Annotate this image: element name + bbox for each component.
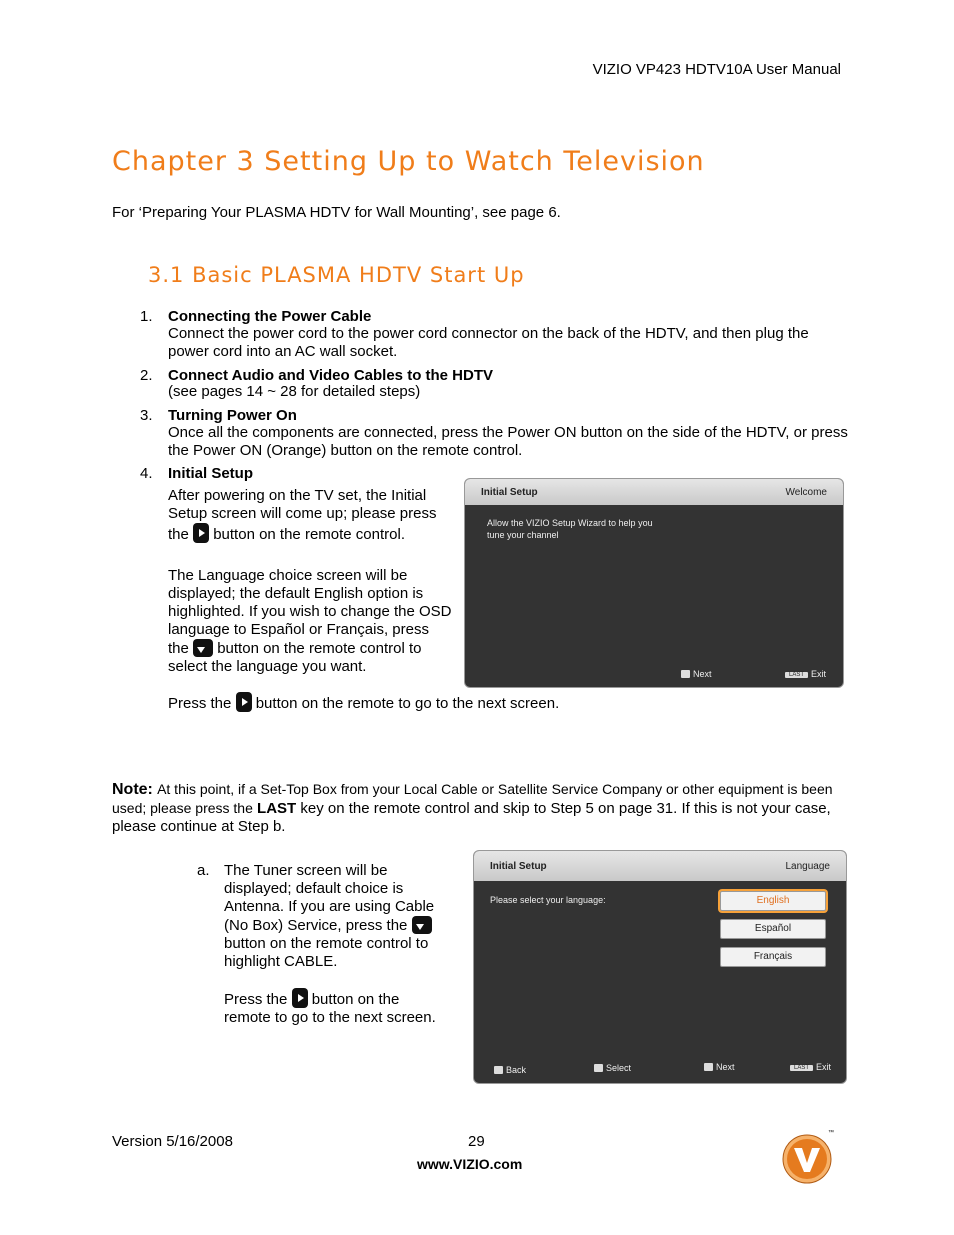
down-arrow-button-icon <box>193 639 213 657</box>
right-arrow-button-icon <box>193 523 209 543</box>
left-arrow-icon <box>494 1066 503 1074</box>
right-arrow-button-icon <box>236 692 252 712</box>
intro-text: For ‘Preparing Your PLASMA HDTV for Wall Mounting’, see page 6. <box>112 204 561 221</box>
step-number: 1. <box>140 308 153 325</box>
screen-title: Initial Setup <box>490 860 547 872</box>
substep-paragraph <box>224 862 449 971</box>
screen-title: Initial Setup <box>481 486 538 498</box>
language-option-espanol[interactable]: Español <box>720 919 826 939</box>
screen-message: Allow the VIZIO Setup Wizard to help you tune your channel <box>487 518 653 540</box>
trademark-symbol: ™ <box>828 1130 834 1136</box>
step-title: Turning Power On <box>168 407 297 424</box>
press-text: Press the <box>168 695 232 712</box>
version-label: Version 5/16/2008 <box>112 1133 233 1150</box>
exit-label: Exit <box>811 669 827 679</box>
press-text: button on the remote to go to the next screen. <box>255 695 560 712</box>
language-prompt: Please select your language: <box>490 895 606 905</box>
substep-text: button on the remote control to highlight CABLE. <box>224 935 429 970</box>
screen-select <box>594 1063 631 1073</box>
substep-press <box>224 988 449 1027</box>
press-text: Press the <box>224 991 288 1008</box>
setup-text: button on the remote control to select the language you want. <box>168 640 422 675</box>
language-option-english[interactable]: English <box>720 891 826 911</box>
initial-setup-welcome-screenshot <box>464 478 844 688</box>
down-arrow-button-icon <box>412 916 432 934</box>
initial-setup-language-screenshot <box>473 850 847 1084</box>
step-title: Connect Audio and Video Cables to the HDTV <box>168 367 494 384</box>
chapter-title: Chapter 3 Setting Up to Watch Television <box>112 146 705 177</box>
note-text: At this point, if a Set-Top Box from your Local Cable or Satellite Service Company or other equipment is been used; please press the <box>112 781 833 816</box>
next-label: Next <box>716 1062 735 1072</box>
screen-subtitle: Language <box>785 860 830 872</box>
screen-subtitle: Welcome <box>785 486 827 498</box>
setup-text: After powering on the TV set, the Initial Setup screen will come up; please press the <box>168 487 437 543</box>
note-text: key on the remote control and skip to Step 5 on page 31. If this is not your case, please continue at Step b. <box>112 800 831 835</box>
screen-exit <box>785 669 826 679</box>
step-number: 3. <box>140 407 153 424</box>
last-key-icon: LAST <box>785 672 808 678</box>
back-label: Back <box>506 1065 527 1075</box>
right-arrow-button-icon <box>292 988 308 1008</box>
step-text: Connect the power cord to the power cord connector on the back of the HDTV, and then plug the power cord into an AC wall socket. <box>168 325 809 360</box>
step-title: Connecting the Power Cable <box>168 308 372 325</box>
screen-next <box>681 669 712 679</box>
last-key-name: LAST <box>257 800 297 817</box>
note-block <box>112 780 852 836</box>
vizio-logo <box>782 1130 834 1184</box>
right-arrow-icon <box>681 670 690 678</box>
manual-title: VIZIO VP423 HDTV10A User Manual <box>592 61 841 78</box>
screen-title-bar <box>465 479 843 505</box>
page-number: 29 <box>468 1133 485 1150</box>
last-key-icon: LAST <box>790 1065 813 1071</box>
screen-exit <box>790 1062 831 1072</box>
step-number: 2. <box>140 367 153 384</box>
right-arrow-icon <box>704 1063 713 1071</box>
screen-next <box>704 1062 735 1072</box>
note-label: Note: <box>112 781 153 798</box>
press-text: button on the remote to go to the next screen. <box>224 991 436 1026</box>
next-label: Next <box>693 669 712 679</box>
step-text: (see pages 14 ~ 28 for detailed steps) <box>168 383 421 400</box>
screen-back <box>494 1065 526 1075</box>
up-down-arrow-icon <box>594 1064 603 1072</box>
substep-letter: a. <box>197 862 210 879</box>
exit-label: Exit <box>816 1062 832 1072</box>
substep-text: The Tuner screen will be displayed; default choice is Antenna. If you are using Cable (No Box) Service, press the <box>224 862 435 934</box>
setup-text: The Language choice screen will be displayed; the default English option is highlighted. If you wish to change the OSD language to Español or Français, press the <box>168 567 452 657</box>
setup-paragraph-2 <box>168 567 453 676</box>
setup-text: button on the remote control. <box>213 526 405 543</box>
screen-title-bar <box>474 851 846 881</box>
press-next-instruction <box>168 692 668 713</box>
setup-paragraph-1 <box>168 487 453 544</box>
website-url: www.VIZIO.com <box>417 1156 523 1172</box>
step-text: Once all the components are connected, press the Power ON button on the side of the HDTV, or press the Power ON (Orange) button on the remote control. <box>168 424 848 459</box>
section-title: 3.1 Basic PLASMA HDTV Start Up <box>148 263 525 287</box>
language-option-francais[interactable]: Français <box>720 947 826 967</box>
select-label: Select <box>606 1063 632 1073</box>
step-title: Initial Setup <box>168 465 254 482</box>
step-number: 4. <box>140 465 153 482</box>
